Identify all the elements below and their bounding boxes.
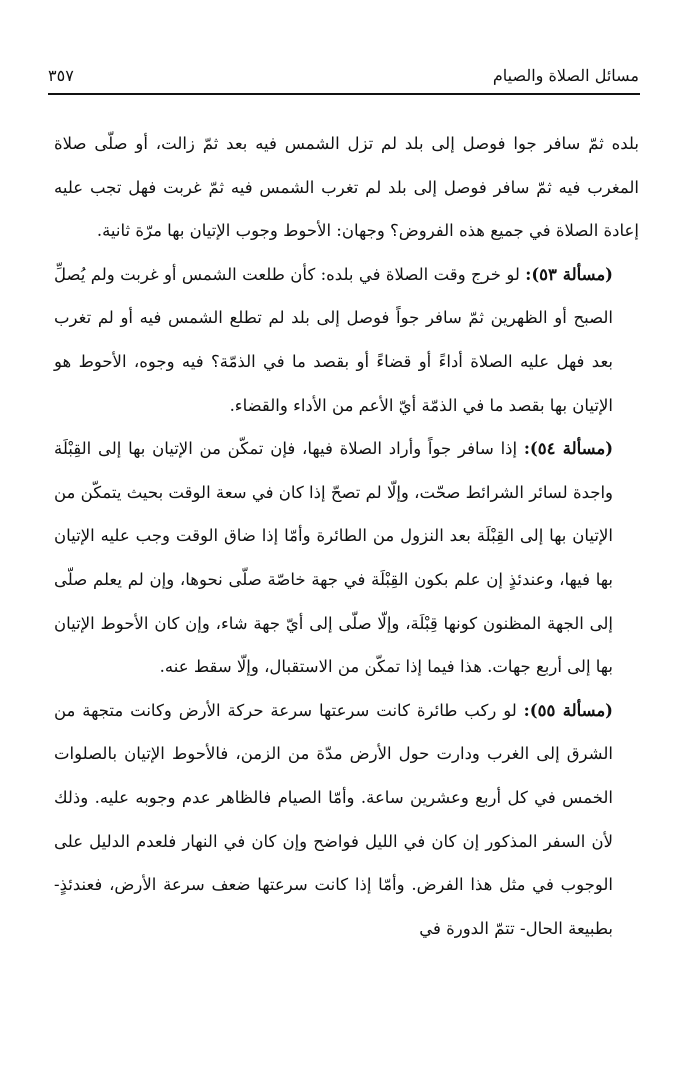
masala-55 [54,689,639,951]
page-number: ٣٥٧ [48,66,74,85]
paragraph-text: إذا سافر جواً وأراد الصلاة فيها، فإن تمكّن من الإتيان بها إلى القِبْلَة واجدة لسائر الشرائط صحّت، وإلّا لم تصحّ إذا كان في سعة الوقت بحيث يتمكّن من الإتيان بها إلى القِبْلَة بعد النزول من الطائرة وأمّا إذا ضاق الوقت وجب عليه الإتيان بها فيها، وعندئذٍ إن علم بكون القِبْلَة في جهة خاصّة صلّى نحوها، وإن لم يعلم صلّى إلى الجهة المظنون كونها قِبْلَة، وإلّا صلّى إلى أيّ جهة شاء، وإن كان الأحوط الإتيان بها إلى أربع جهات. هذا فيما إذا تمكّن من الاستقبال، وإلّا سقط عنه. [54,439,613,677]
paragraph-text: لو خرج وقت الصلاة في بلده: كأن طلعت الشمس أو غربت ولم يُصلِّ الصبح أو الظهرين ثمّ سافر جواً فوصل إلى بلد لم تطلع الشمس فيه أو لم تغرب بعد فهل عليه الصلاة أداءً أو قضاءً أو بقصد ما في الذمّة؟ فيه وجوه، الأحوط هو الإتيان بها بقصد ما في الذمّة أيّ الأعم من الأداء والقضاء. [54,264,613,415]
paragraph-text: لو ركب طائرة كانت سرعتها سرعة حركة الأرض وكانت متجهة من الشرق إلى الغرب ودارت حول الأرض مدّة من الزمن، فالأحوط الإتيان بالصلوات الخمس في كل أربع وعشرين ساعة. وأمّا الصيام فالظاهر عدم وجوبه عليه. وذلك لأن السفر المذكور إن كان في الليل فواضح وإن كان في النهار فلعدم الدليل على الوجوب في مثل هذا الفرض. وأمّا إذا كانت سرعتها ضعف سرعة الأرض، فعندئذٍ- بطبيعة الحال- تتمّ الدورة في [54,700,613,938]
masala-54 [54,427,639,689]
page-header [48,66,639,85]
paragraph-text: بلده ثمّ سافر جوا فوصل إلى بلد لم تزل الشمس فيه بعد ثمّ زالت، أو صلّى صلاة المغرب فيه ثمّ سافر فوصل إلى بلد لم تغرب الشمس فيه ثمّ غربت فهل تجب عليه إعادة الصلاة في جميع هذه الفروض؟ وجهان: الأحوط وجوب الإتيان بها مرّة ثانية. [54,134,639,241]
header-divider [48,93,640,95]
masala-label: (مسألة ٥٥): [523,700,613,720]
masala-label: (مسألة ٥٣): [525,264,613,284]
masala-53 [54,253,639,427]
masala-label: (مسألة ٥٤): [523,439,613,459]
book-title: مسائل الصلاة والصيام [492,66,639,85]
paragraph [54,122,639,253]
page-body [54,122,639,950]
